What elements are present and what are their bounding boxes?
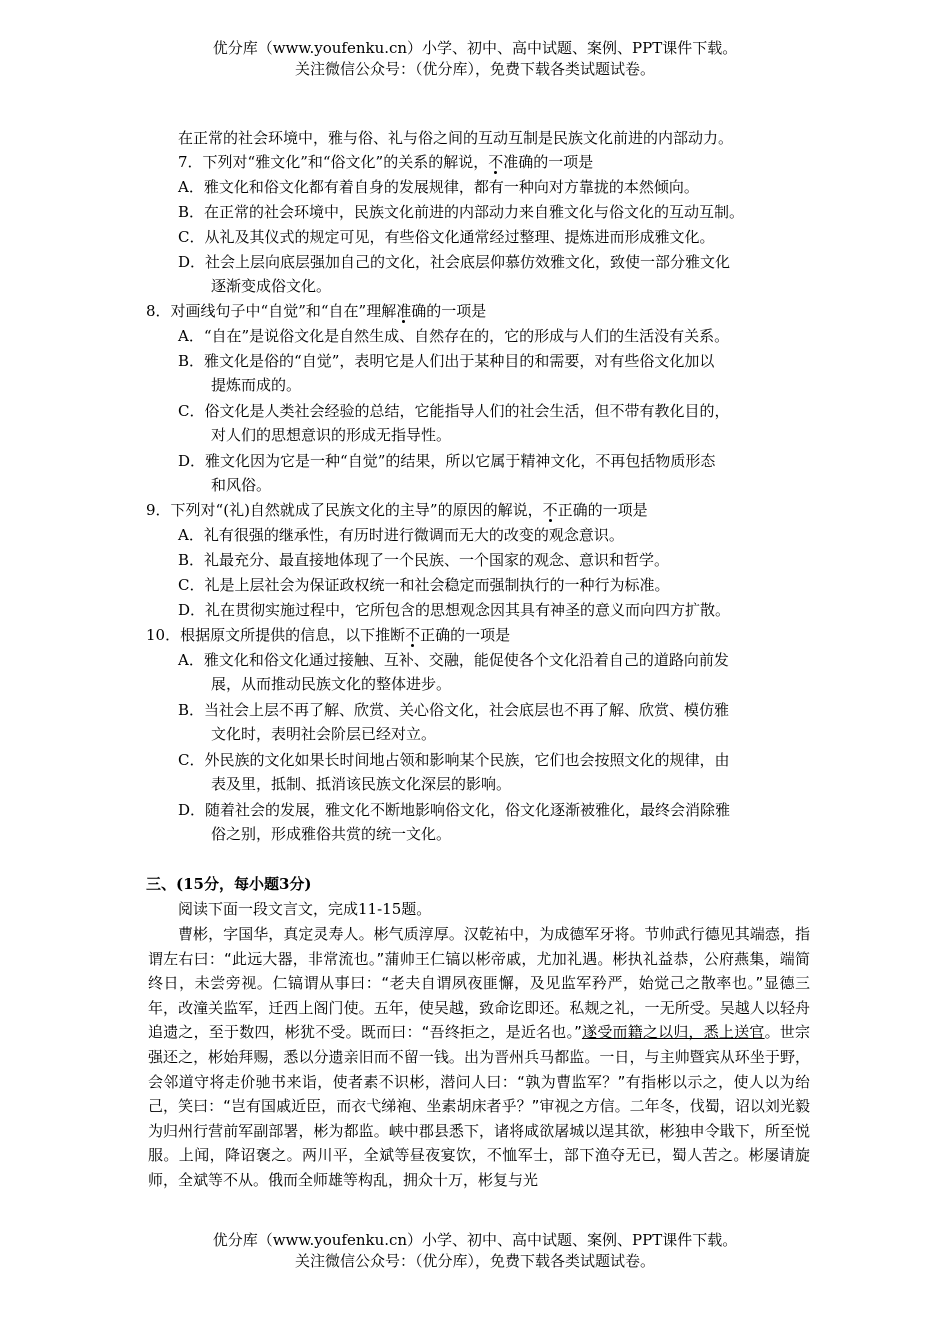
q9-option-a: A．礼有很强的继承性，有历时进行微调而无大的改变的观念意识。 (178, 526, 624, 544)
q8-stem-b: 确的一项是 (411, 302, 487, 320)
section-3-title: 三、(15分，每小题3分) (146, 875, 312, 893)
q9-stem-a: 9．下列对“(礼)自然就成了民族文化的主导”的原因的解说， (146, 501, 543, 519)
q10-stem (146, 624, 510, 646)
q7-option-c: C．从礼及其仪式的规定可见，有些俗文化通常经过整理、提炼进而形成雅文化。 (178, 228, 715, 246)
classical-passage (148, 922, 810, 1193)
q8-option-b: B．雅文化是俗的“自觉”，表明它是人们出于某种目的和需要，对有些俗文化加以 (178, 352, 715, 370)
q7-stem (178, 151, 593, 173)
q10-option-a-cont: 展，从而推动民族文化的整体进步。 (211, 675, 452, 693)
q9-option-b: B．礼最充分、最直接地体现了一个民族、一个国家的观念、意识和哲学。 (178, 551, 670, 569)
q10-stem-b: 正确的一项是 (420, 626, 511, 644)
q10-option-a: A．雅文化和俗文化通过接触、互补、交融，能促使各个文化沿着自己的道路向前发 (178, 651, 729, 669)
q7-stem-emphasis: 不 (488, 153, 504, 171)
q9-option-d: D．礼在贯彻实施过程中，它所包含的思想观念因其具有神圣的意义而向四方扩散。 (178, 601, 731, 619)
q7-stem-a: 7．下列对“雅文化”和“俗文化”的关系的解说， (178, 153, 489, 171)
page-footer (0, 1230, 950, 1272)
q8-option-b-cont: 提炼而成的。 (211, 376, 302, 394)
section-3-instruction: 阅读下面一段文言文，完成11-15题。 (178, 900, 432, 918)
footer-line-2: 关注微信公众号：（优分库），免费下载各类试题试卷。 (294, 1252, 655, 1270)
passage-part-1: 曹彬，字国华，真定灵寿人。彬气质淳厚。汉乾祐中，为成德军牙将。节帅武行德见其端悫，指谓左右曰：“此远大器，非常流也。”蒲帅王仁镐以彬帝戚，尤加礼遇。彬执礼益恭，公府燕集，端简终日，未尝旁视。仁镐谓从事曰：“老夫自谓夙夜匪懈，及见监军矜严，始觉己之散率也。”显德三年，改潼关监军，迁西上阁门使。五年，使吴越，致命讫即还。私觌之礼，一无所受。吴越人以轻舟追遗之，至于数四，彬犹不受。既而曰：“吾终拒之，是近名也。” (148, 925, 810, 1042)
q10-option-d: D．随着社会的发展，雅文化不断地影响俗文化，俗文化逐渐被雅化，最终会消除雅 (178, 801, 731, 819)
q9-stem-emphasis: 不 (542, 501, 558, 519)
q8-stem-emphasis: 准 (396, 302, 412, 320)
q7-option-d: D．社会上层向底层强加自己的文化，社会底层仰慕仿效雅文化，致使一部分雅文化 (178, 253, 731, 271)
q7-option-d-cont: 逐渐变成俗文化。 (211, 277, 332, 295)
q9-stem-b: 正确的一项是 (557, 501, 648, 519)
q8-stem-a: 8．对画线句子中“自觉”和“自在”理解 (146, 302, 397, 320)
footer-line-1: 优分库（www.youfenku.cn）小学、初中、高中试题、案例、PPT课件下载。 (212, 1231, 738, 1249)
q10-option-b-cont: 文化时，表明社会阶层已经对立。 (211, 725, 437, 743)
q9-option-c: C．礼是上层社会为保证政权统一和社会稳定而强制执行的一种行为标准。 (178, 576, 670, 594)
q10-option-c: C．外民族的文化如果长时间地占领和影响某个民族，它们也会按照文化的规律，由 (178, 751, 730, 769)
header-line-1: 优分库（www.youfenku.cn）小学、初中、高中试题、案例、PPT课件下载。 (212, 39, 738, 57)
q7-option-a: A．雅文化和俗文化都有着自身的发展规律，都有一种向对方靠拢的本然倾向。 (178, 178, 699, 196)
q8-option-d: D．雅文化因为它是一种“自觉”的结果，所以它属于精神文化，不再包括物质形态 (178, 452, 716, 470)
header-line-2: 关注微信公众号：（优分库），免费下载各类试题试卷。 (294, 60, 655, 78)
intro-sentence: 在正常的社会环境中，雅与俗、礼与俗之间的互动互制是民族文化前进的内部动力。 (178, 129, 734, 147)
page-header (0, 38, 950, 80)
q10-option-b: B．当社会上层不再了解、欣赏、关心俗文化，社会底层也不再了解、欣赏、模仿雅 (178, 701, 730, 719)
passage-underlined-sentence: 遂受而籍之以归，悉上送官 (581, 1023, 765, 1042)
q10-stem-a: 10．根据原文所提供的信息，以下推断 (146, 626, 406, 644)
q10-option-d-cont: 俗之别，形成雅俗共赏的统一文化。 (211, 825, 452, 843)
q10-option-c-cont: 表及里，抵制、抵消该民族文化深层的影响。 (211, 775, 512, 793)
q10-stem-emphasis: 不 (405, 626, 421, 644)
q8-stem (146, 300, 486, 322)
q8-option-c-cont: 对人们的思想意识的形成无指导性。 (211, 426, 452, 444)
q8-option-a: A．“自在”是说俗文化是自然生成、自然存在的，它的形成与人们的生活没有关系。 (178, 327, 730, 345)
q7-option-b: B．在正常的社会环境中，民族文化前进的内部动力来自雅文化与俗文化的互动互制。 (178, 203, 745, 221)
q7-stem-b: 准确的一项是 (503, 153, 594, 171)
passage-part-2: 。世宗强还之，彬始拜赐，悉以分遗亲旧而不留一钱。出为晋州兵马都监。一日，与主帅暨宾从环坐于野，会邻道守将走价驰书来诣，使者素不识彬，潜问人曰：“孰为曹监军？”有指彬以示之，使人以为绐己，笑曰：“岂有国戚近臣，而衣弋绨袍、坐素胡床者乎？”审视之方信。二年冬，伐蜀，诏以刘光毅为归州行营前军副部署，彬为都监。峡中郡县悉下，诸将咸欲屠城以逞其欲，彬独申令戢下，所至悦服。上闻，降诏褒之。两川平，全斌等昼夜宴饮，不恤军士，部下渔夺无已，蜀人苦之。彬屡请旋师，全斌等不从。俄而全师雄等构乱，拥众十万，彬复与光 (148, 1023, 810, 1189)
q8-option-c: C．俗文化是人类社会经验的总结，它能指导人们的社会生活，但不带有教化目的， (178, 402, 730, 420)
q8-option-d-cont: 和风俗。 (211, 476, 272, 494)
q9-stem (146, 499, 648, 521)
